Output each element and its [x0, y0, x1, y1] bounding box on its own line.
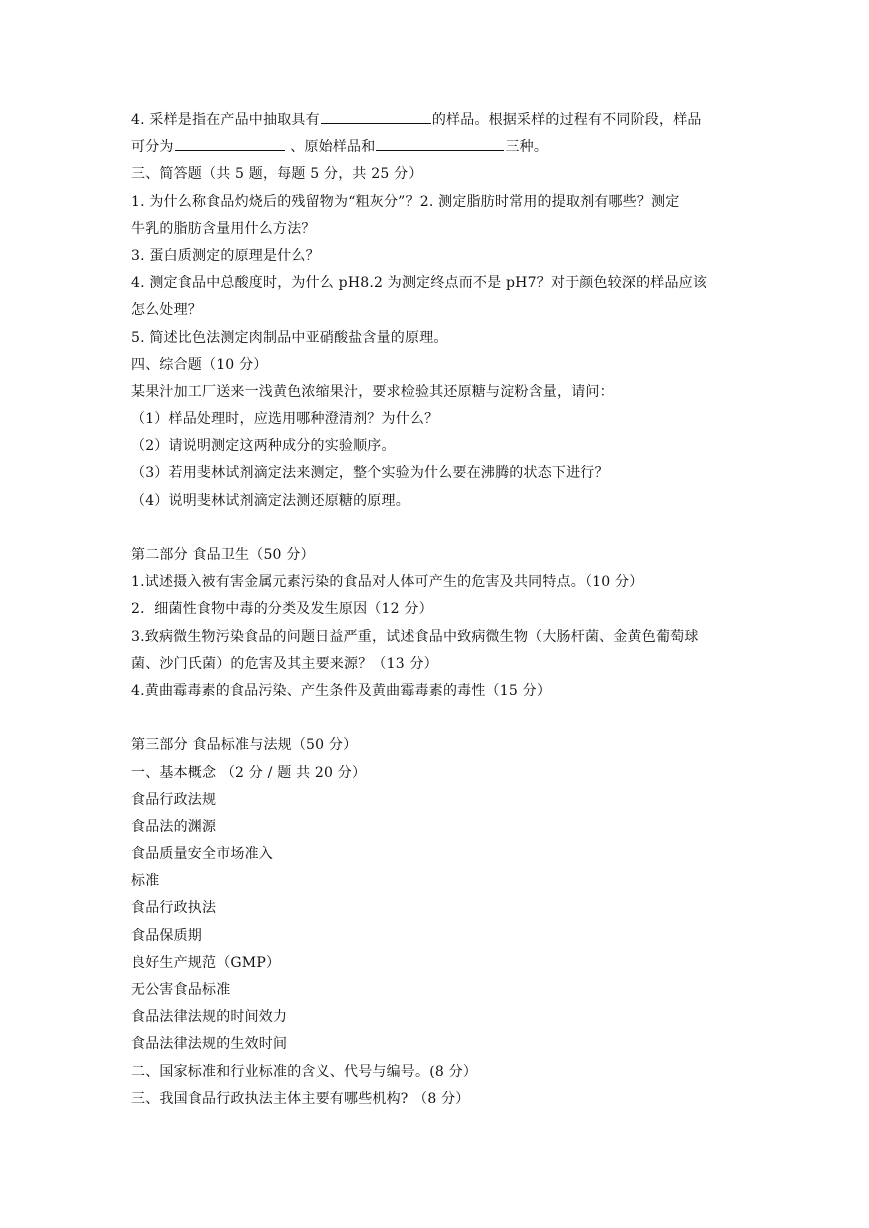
fill-question-4-line1 — [131, 107, 741, 134]
text-segment: 可分为 — [131, 139, 174, 156]
part-heading-food-hygiene: 第二部分 食品卫生（50 分） — [131, 547, 315, 563]
answer-blank[interactable] — [321, 109, 431, 124]
text-segment: 4. 采样是指在产品中抽取具有 — [131, 112, 320, 128]
text-segment: 、原始样品和 — [285, 139, 376, 156]
question-intro: 某果汁加工厂送来一浅黄色浓缩果汁，要求检验其还原糖与淀粉含量，请问： — [131, 383, 614, 400]
answer-blank[interactable] — [175, 136, 285, 151]
spacer — [131, 705, 741, 732]
concept-item: 标准 — [131, 873, 160, 890]
concept-item: 无公害食品标准 — [131, 982, 231, 998]
question-line: 菌、沙门氏菌）的危害及其主要来源？（13 分） — [131, 655, 438, 672]
subsection-heading-concepts: 一、基本概念 （2 分 / 题 共 20 分） — [131, 764, 367, 781]
concept-item: 食品保质期 — [131, 927, 202, 944]
section-heading-comprehensive: 四、综合题（10 分） — [131, 356, 268, 373]
answer-blank[interactable] — [376, 136, 504, 151]
concept-item: 食品行政法规 — [131, 791, 217, 808]
question-line: 3. 蛋白质测定的原理是什么？ — [131, 247, 320, 264]
document-body — [131, 107, 741, 1113]
text-segment: 的样品。根据采样的过程有不同阶段，样品 — [431, 112, 702, 128]
concept-item: 食品质量安全市场准入 — [131, 846, 273, 863]
question-line: 1. 为什么称食品灼烧后的残留物为“粗灰分”？2. 测定脂肪时常用的提取剂有哪些？测定 — [131, 193, 680, 210]
part-heading-standards: 第三部分 食品标准与法规（50 分） — [131, 737, 358, 754]
sub-question: （4）说明斐林试剂滴定法测还原糖的原理。 — [131, 492, 410, 509]
sub-question: （1）样品处理时，应选用哪种澄清剂？为什么？ — [131, 411, 439, 428]
question-line: 4. 测定食品中总酸度时，为什么 pH8.2 为测定终点而不是 pH7？对于颜色较深的样品应该 — [131, 275, 708, 292]
question-line: 5. 简述比色法测定肉制品中亚硝酸盐含量的原理。 — [131, 329, 448, 346]
sub-question: （3）若用斐林试剂滴定法来测定，整个实验为什么要在沸腾的状态下进行？ — [131, 465, 609, 482]
sub-question: （2）请说明测定这两种成分的实验顺序。 — [131, 438, 396, 455]
question-line: 4.黄曲霉毒素的食品污染、产生条件及黄曲霉毒素的毒性（15 分） — [131, 682, 552, 699]
concept-item: 食品法的渊源 — [131, 818, 217, 835]
concept-item: 良好生产规范（GMP） — [131, 954, 281, 971]
spacer — [131, 515, 741, 542]
text-segment: 三种。 — [505, 139, 549, 156]
question-line: 3.致病微生物污染食品的问题日益严重，试述食品中致病微生物（大肠杆菌、金黄色葡萄球 — [131, 628, 699, 645]
question-line: 2．细菌性食物中毒的分类及发生原因（12 分） — [131, 601, 433, 618]
question-line: 怎么处理？ — [131, 302, 202, 319]
subsection-heading-standards-codes: 二、国家标准和行业标准的含义、代号与编号。(8 分） — [131, 1063, 478, 1080]
concept-item: 食品法律法规的生效时间 — [131, 1036, 288, 1053]
subsection-heading-enforcement: 三、我国食品行政执法主体主要有哪些机构? （8 分） — [131, 1090, 470, 1107]
section-heading-short-answer: 三、简答题（共 5 题，每题 5 分，共 25 分） — [131, 166, 423, 183]
question-line: 1.试述摄入被有害金属元素污染的食品对人体可产生的危害及共同特点。（10 分） — [131, 574, 644, 591]
concept-item: 食品法律法规的时间效力 — [131, 1009, 288, 1026]
fill-question-4-line2 — [131, 134, 741, 161]
concept-item: 食品行政执法 — [131, 900, 217, 917]
question-line: 牛乳的脂肪含量用什么方法？ — [131, 220, 316, 237]
